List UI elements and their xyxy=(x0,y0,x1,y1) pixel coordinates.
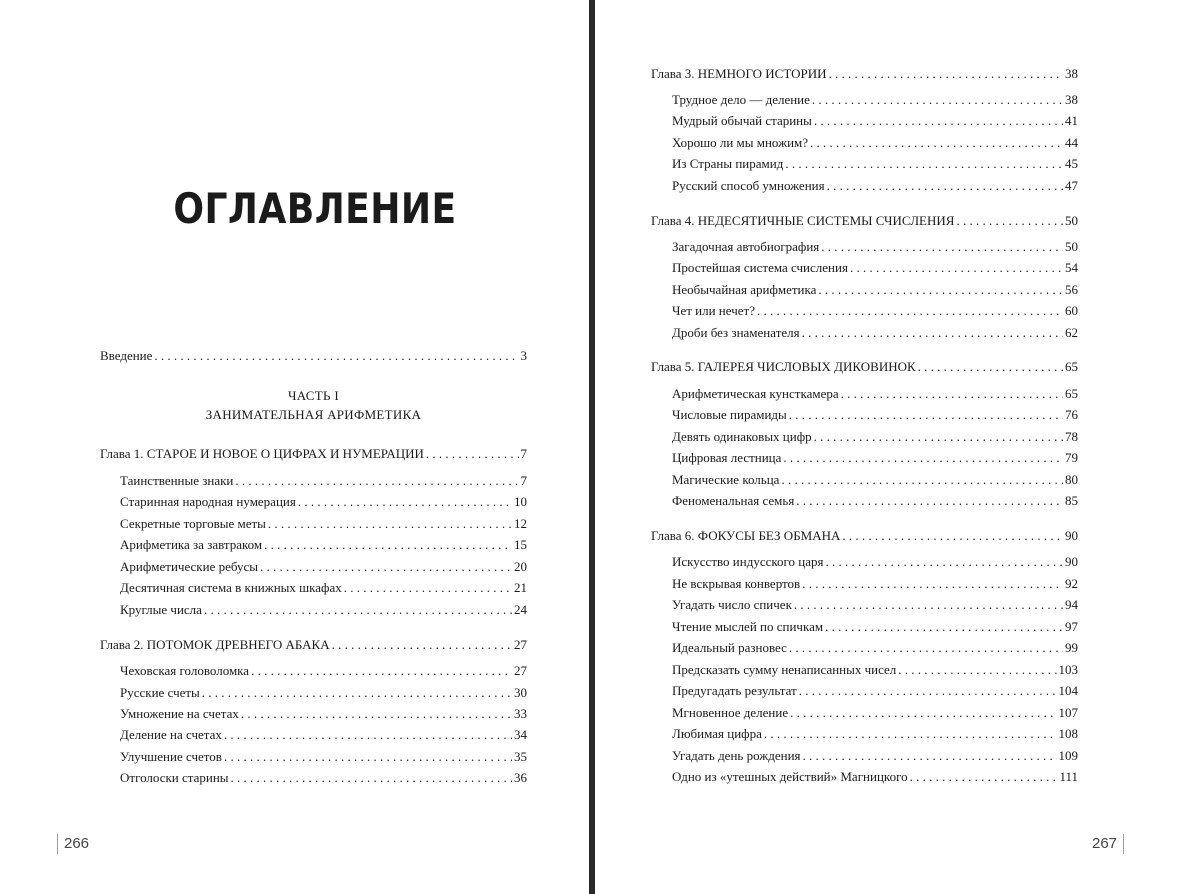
toc-page: 80 xyxy=(1065,472,1078,487)
leader-dots xyxy=(251,663,512,679)
toc-page: 99 xyxy=(1065,640,1078,655)
toc-section[interactable] xyxy=(672,640,1078,656)
toc-section[interactable] xyxy=(120,706,527,722)
leader-dots xyxy=(268,516,512,532)
toc-section[interactable] xyxy=(672,450,1078,466)
toc-label: Глава 3. НЕМНОГО ИСТОРИИ xyxy=(651,66,827,81)
toc-section[interactable] xyxy=(120,749,527,765)
toc-label: Предугадать результат xyxy=(672,683,797,698)
toc-section[interactable] xyxy=(120,516,527,532)
toc-label: Загадочная автобиография xyxy=(672,239,820,254)
leader-dots xyxy=(224,749,512,765)
toc-section[interactable] xyxy=(672,576,1078,592)
toc-page: 36 xyxy=(514,770,527,785)
toc-page: 65 xyxy=(1065,359,1078,374)
toc-page: 108 xyxy=(1058,726,1078,741)
leader-dots xyxy=(241,706,512,722)
toc-page: 24 xyxy=(514,602,527,617)
toc-section[interactable] xyxy=(672,156,1078,172)
toc-label: Феноменальная семья xyxy=(672,493,795,508)
toc-page: 21 xyxy=(514,580,527,595)
toc-page: 30 xyxy=(514,685,527,700)
toc-page: 33 xyxy=(514,706,527,721)
toc-chapter[interactable] xyxy=(100,446,527,462)
page-number-left: 266 xyxy=(57,834,89,854)
toc-section[interactable] xyxy=(672,239,1078,255)
toc-chapter[interactable] xyxy=(651,359,1078,375)
toc-label: Деление на счетах xyxy=(120,727,222,742)
leader-dots xyxy=(154,348,518,364)
toc-label: Одно из «утешных действий» Магницкого xyxy=(672,769,908,784)
leader-dots xyxy=(826,554,1064,570)
leader-dots xyxy=(814,113,1063,129)
toc-page: 54 xyxy=(1065,260,1078,275)
toc-label: Секретные торговые меты xyxy=(120,516,266,531)
part-name: ЗАНИМАТЕЛЬНАЯ АРИФМЕТИКА xyxy=(205,407,422,422)
toc-section[interactable] xyxy=(120,494,527,510)
leader-dots xyxy=(783,450,1063,466)
toc-label: Предсказать сумму ненаписанных чисел xyxy=(672,662,897,677)
toc-label: Любимая цифра xyxy=(672,726,762,741)
leader-dots xyxy=(825,619,1063,635)
toc-page: 90 xyxy=(1065,554,1078,569)
toc-label: Старинная народная нумерация xyxy=(120,494,296,509)
toc-section[interactable] xyxy=(672,493,1078,509)
toc-section[interactable] xyxy=(672,472,1078,488)
toc-section[interactable] xyxy=(672,135,1078,151)
toc-label: Арифметика за завтраком xyxy=(120,537,263,552)
leader-dots xyxy=(764,726,1057,742)
leader-dots xyxy=(298,494,512,510)
toc-section[interactable] xyxy=(672,705,1078,721)
toc-section[interactable] xyxy=(672,683,1078,699)
toc-label: Глава 2. ПОТОМОК ДРЕВНЕГО АБАКА xyxy=(100,637,330,652)
leader-dots xyxy=(332,637,512,653)
toc-label: Глава 5. ГАЛЕРЕЯ ЧИСЛОВЫХ ДИКОВИНОК xyxy=(651,359,916,374)
leader-dots xyxy=(850,260,1063,276)
toc-page: 15 xyxy=(514,537,527,552)
toc-label: Умножение на счетах xyxy=(120,706,239,721)
toc-page: 92 xyxy=(1065,576,1078,591)
part-number: ЧАСТЬ I xyxy=(288,388,339,403)
toc-label: Введение xyxy=(100,348,153,363)
toc-page: 7 xyxy=(520,446,527,461)
toc-page: 3 xyxy=(520,348,527,363)
toc-section[interactable] xyxy=(120,559,527,575)
toc-page: 10 xyxy=(514,494,527,509)
page-number-right: 267 xyxy=(1092,834,1124,854)
toc-label: Мгновенное деление xyxy=(672,705,789,720)
toc-chapter[interactable] xyxy=(100,637,527,653)
toc-section[interactable] xyxy=(120,537,527,553)
toc-intro[interactable] xyxy=(100,348,527,364)
toc-page: 97 xyxy=(1065,619,1078,634)
leader-dots xyxy=(918,359,1063,375)
toc-label: Искусство индусского царя xyxy=(672,554,824,569)
toc-section[interactable] xyxy=(672,429,1078,445)
toc-page: 45 xyxy=(1065,156,1078,171)
leader-dots xyxy=(842,528,1063,544)
toc-page: 34 xyxy=(514,727,527,742)
toc-label: Русский способ умножения xyxy=(672,178,825,193)
toc-page: 44 xyxy=(1065,135,1078,150)
toc-label: Из Страны пирамид xyxy=(672,156,784,171)
leader-dots xyxy=(794,597,1063,613)
toc-page: 7 xyxy=(520,473,527,488)
toc-label: Не вскрывая конвертов xyxy=(672,576,801,591)
toc-label: Таинственные знаки xyxy=(120,473,234,488)
toc-section[interactable] xyxy=(672,662,1078,678)
toc-page: 60 xyxy=(1065,303,1078,318)
toc-section[interactable] xyxy=(672,282,1078,298)
page-title: ОГЛАВЛЕНИЕ xyxy=(173,184,457,233)
toc-label: Угадать день рождения xyxy=(672,748,801,763)
leader-dots xyxy=(224,727,512,743)
toc-label: Идеальный разновес xyxy=(672,640,787,655)
leader-dots xyxy=(803,748,1057,764)
leader-dots xyxy=(827,178,1063,194)
toc-label: Девять одинаковых цифр xyxy=(672,429,812,444)
toc-page: 65 xyxy=(1065,386,1078,401)
toc-page: 79 xyxy=(1065,450,1078,465)
toc-chapter[interactable] xyxy=(651,213,1078,229)
toc-page: 35 xyxy=(514,749,527,764)
toc-page: 38 xyxy=(1065,92,1078,107)
leader-dots xyxy=(789,407,1063,423)
toc-label: Цифровая лестница xyxy=(672,450,782,465)
leader-dots xyxy=(821,239,1063,255)
toc-page: 76 xyxy=(1065,407,1078,422)
toc-section[interactable] xyxy=(672,303,1078,319)
leader-dots xyxy=(810,135,1063,151)
toc-page: 78 xyxy=(1065,429,1078,444)
toc-label: Глава 4. НЕДЕСЯТИЧНЫЕ СИСТЕМЫ СЧИСЛЕНИЯ xyxy=(651,213,955,228)
toc-page: 56 xyxy=(1065,282,1078,297)
leader-dots xyxy=(260,559,512,575)
leader-dots xyxy=(785,156,1063,172)
toc-section[interactable] xyxy=(672,407,1078,423)
toc-page: 103 xyxy=(1058,662,1078,677)
toc-page: 111 xyxy=(1059,769,1078,784)
toc-label: Необычайная арифметика xyxy=(672,282,817,297)
leader-dots xyxy=(818,282,1063,298)
toc-page: 90 xyxy=(1065,528,1078,543)
toc-page: 20 xyxy=(514,559,527,574)
toc-label: Отголоски старины xyxy=(120,770,229,785)
toc-section[interactable] xyxy=(672,325,1078,341)
leader-dots xyxy=(790,705,1056,721)
toc-section[interactable] xyxy=(672,597,1078,613)
leader-dots xyxy=(829,66,1064,82)
toc-label: Числовые пирамиды xyxy=(672,407,787,422)
toc-page: 94 xyxy=(1065,597,1078,612)
toc-label: Мудрый обычай старины xyxy=(672,113,812,128)
toc-label: Магические кольца xyxy=(672,472,780,487)
leader-dots xyxy=(757,303,1063,319)
leader-dots xyxy=(204,602,512,618)
toc-label: Простейшая система счисления xyxy=(672,260,848,275)
toc-page: 50 xyxy=(1065,239,1078,254)
toc-section[interactable] xyxy=(120,580,527,596)
leader-dots xyxy=(426,446,519,462)
toc-section[interactable] xyxy=(672,769,1078,785)
toc-label: Трудное дело — деление xyxy=(672,92,810,107)
toc-page: 109 xyxy=(1058,748,1078,763)
leader-dots xyxy=(235,473,518,489)
toc-page: 50 xyxy=(1065,213,1078,228)
leader-dots xyxy=(802,576,1063,592)
toc-section[interactable] xyxy=(672,554,1078,570)
leader-dots xyxy=(202,685,512,701)
toc-section[interactable] xyxy=(120,685,527,701)
toc-page: 12 xyxy=(514,516,527,531)
leader-dots xyxy=(841,386,1063,402)
toc-label: Дроби без знаменателя xyxy=(672,325,800,340)
toc-label: Чеховская головоломка xyxy=(120,663,250,678)
leader-dots xyxy=(789,640,1063,656)
toc-label: Чтение мыслей по спичкам xyxy=(672,619,824,634)
toc-label: Улучшение счетов xyxy=(120,749,222,764)
toc-page: 85 xyxy=(1065,493,1078,508)
toc-page: 104 xyxy=(1058,683,1078,698)
leader-dots xyxy=(812,92,1063,108)
toc-section[interactable] xyxy=(672,178,1078,194)
toc-label: Угадать число спичек xyxy=(672,597,792,612)
leader-dots xyxy=(231,770,512,786)
toc-page: 41 xyxy=(1065,113,1078,128)
toc-label: Арифметическая кунсткамера xyxy=(672,386,839,401)
toc-section[interactable] xyxy=(672,619,1078,635)
leader-dots xyxy=(344,580,512,596)
toc-label: Чет или нечет? xyxy=(672,303,755,318)
leader-dots xyxy=(796,493,1063,509)
toc-page: 27 xyxy=(514,637,527,652)
toc-page: 38 xyxy=(1065,66,1078,81)
toc-section[interactable] xyxy=(672,386,1078,402)
toc-label: Арифметические ребусы xyxy=(120,559,258,574)
toc-label: Хорошо ли мы множим? xyxy=(672,135,809,150)
leader-dots xyxy=(814,429,1063,445)
toc-label: Русские счеты xyxy=(120,685,200,700)
toc-section[interactable] xyxy=(120,727,527,743)
toc-page: 27 xyxy=(514,663,527,678)
leader-dots xyxy=(799,683,1057,699)
leader-dots xyxy=(956,213,1063,229)
toc-label: Глава 1. СТАРОЕ И НОВОЕ О ЦИФРАХ И НУМЕРАЦИИ xyxy=(100,446,424,461)
toc-section[interactable] xyxy=(672,92,1078,108)
toc-section[interactable] xyxy=(120,473,527,489)
leader-dots xyxy=(802,325,1063,341)
toc-section[interactable] xyxy=(672,726,1078,742)
toc-label: Десятичная система в книжных шкафах xyxy=(120,580,342,595)
toc-label: Глава 6. ФОКУСЫ БЕЗ ОБМАНА xyxy=(651,528,841,543)
toc-section[interactable] xyxy=(672,748,1078,764)
toc-chapter[interactable] xyxy=(651,528,1078,544)
toc-page: 107 xyxy=(1058,705,1078,720)
leader-dots xyxy=(264,537,512,553)
toc-page: 47 xyxy=(1065,178,1078,193)
leader-dots xyxy=(910,769,1058,785)
leader-dots xyxy=(781,472,1063,488)
toc-section[interactable] xyxy=(120,770,527,786)
toc-section[interactable] xyxy=(120,663,527,679)
toc-page: 62 xyxy=(1065,325,1078,340)
toc-label: Круглые числа xyxy=(120,602,202,617)
toc-section[interactable] xyxy=(672,113,1078,129)
toc-section[interactable] xyxy=(120,602,527,618)
toc-section[interactable] xyxy=(672,260,1078,276)
leader-dots xyxy=(898,662,1056,678)
toc-chapter[interactable] xyxy=(651,66,1078,82)
